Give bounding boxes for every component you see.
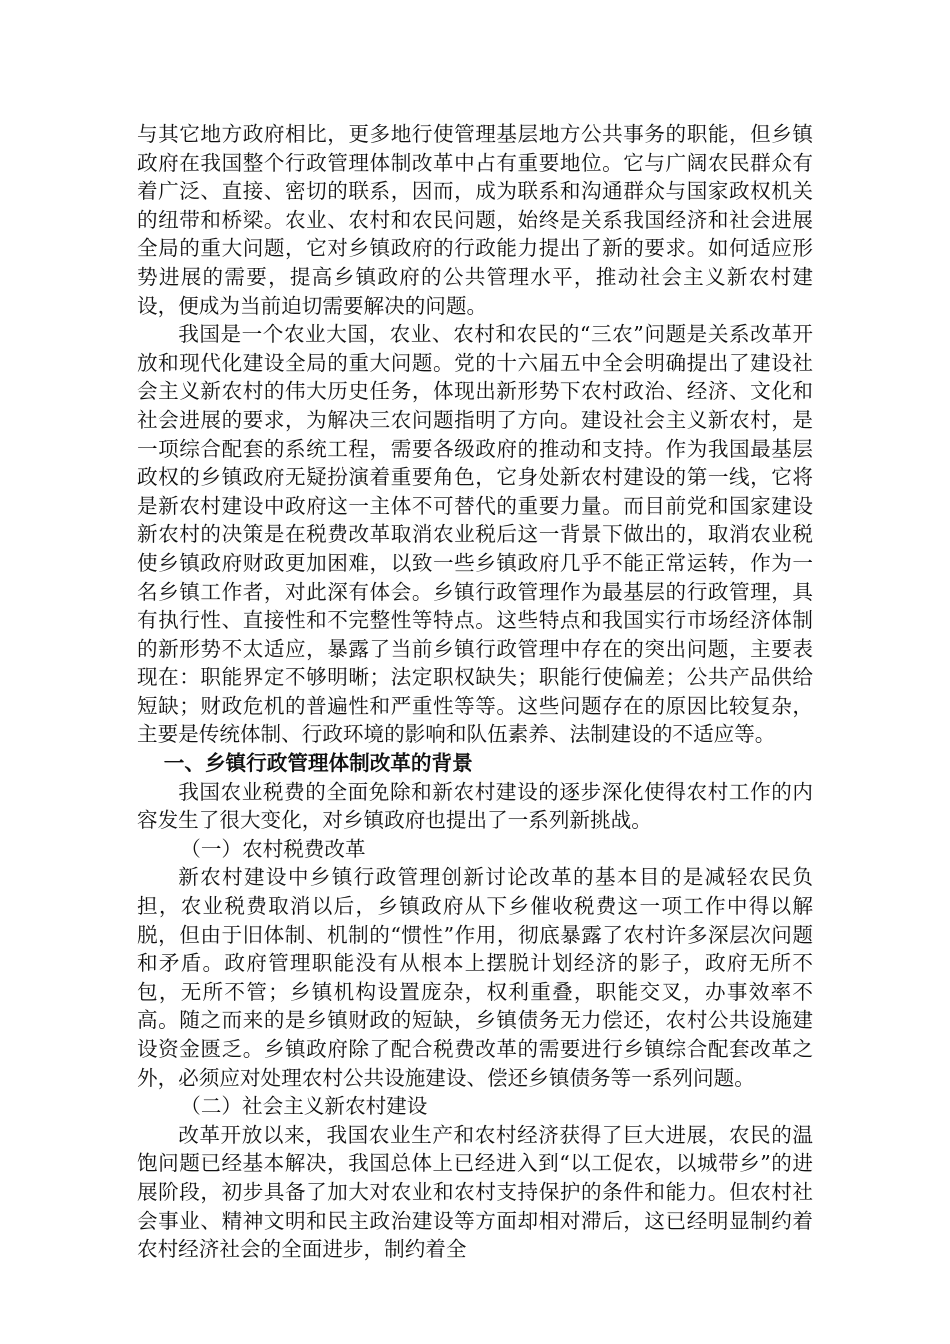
body-paragraph: 我国是一个农业大国，农业、农村和农民的“三农”问题是关系改革开放和现代化建设全局的重大问题。党的十六届五中全会明确提出了建设社会主义新农村的伟大历史任务，体现出新形势下农村政治、经济、文化和社会进展的要求，为解决三农问题指明了方向。建设社会主义新农村，是一项综合配套的系统工程，需要各级政府的推动和支持。作为我国最基层政权的乡镇政府无疑扮演着重要角色，它身处新农村建设的第一线，它将是新农村建设中政府这一主体不可替代的重要力量。而目前党和国家建设新农村的决策是在税费改革取消农业税后这一背景下做出的，取消农业税使乡镇政府财政更加困难，以致一些乡镇政府几乎不能正常运转，作为一名乡镇工作者，对此深有体会。乡镇行政管理作为最基层的行政管理，具有执行性、直接性和不完整性等特点。这些特点和我国实行市场经济体制的新形势不太适应，暴露了当前乡镇行政管理中存在的突出问题，主要表现在：职能界定不够明晰；法定职权缺失；职能行使偏差；公共产品供给短缺；财政危机的普遍性和严重性等等。这些问题存在的原因比较复杂，主要是传统体制、行政环境的影响和队伍素养、法制建设的不适应等。: [137, 322, 813, 747]
body-paragraph: 改革开放以来，我国农业生产和农村经济获得了巨大进展，农民的温饱问题已经基本解决，我国总体上已经进入到“以工促农，以城带乡”的进展阶段，初步具备了加大对农业和农村支持保护的条件和能力。但农村社会事业、精神文明和民主政治建设等方面却相对滞后，这已经明显制约着农村经济社会的全面进步，制约着全: [137, 1122, 813, 1262]
section-heading: 一、乡镇行政管理体制改革的背景: [163, 751, 473, 776]
document-page: [137, 120, 813, 1264]
body-paragraph-continued: 与其它地方政府相比，更多地行使管理基层地方公共事务的职能，但乡镇政府在我国整个行政管理体制改革中占有重要地位。它与广阔农民群众有着广泛、直接、密切的联系，因而，成为联系和沟通群众与国家政权机关的纽带和桥梁。农业、农村和农民问题，始终是关系我国经济和社会进展全局的重大问题，它对乡镇政府的行政能力提出了新的要求。如何适应形势进展的需要，提高乡镇政府的公共管理水平，推动社会主义新农村建设，便成为当前迫切需要解决的问题。: [137, 122, 813, 318]
subsection-heading: （二）社会主义新农村建设: [180, 1094, 428, 1119]
body-paragraph: 我国农业税费的全面免除和新农村建设的逐步深化使得农村工作的内容发生了很大变化，对乡镇政府也提出了一系列新挑战。: [137, 779, 813, 833]
body-paragraph: 新农村建设中乡镇行政管理创新讨论改革的基本目的是减轻农民负担，农业税费取消以后，乡镇政府从下乡催收税费这一项工作中得以解脱，但由于旧体制、机制的“惯性”作用，彻底暴露了农村许多深层次问题和矛盾。政府管理职能没有从根本上摆脱计划经济的影子，政府无所不包，无所不管；乡镇机构设置庞杂，权利重叠，职能交叉，办事效率不高。随之而来的是乡镇财政的短缺，乡镇债务无力偿还，农村公共设施建设资金匮乏。乡镇政府除了配合税费改革的需要进行乡镇综合配套改革之外，必须应对处理农村公共设施建设、偿还乡镇债务等一系列问题。: [137, 865, 813, 1090]
subsection-heading: （一）农村税费改革: [180, 836, 366, 861]
